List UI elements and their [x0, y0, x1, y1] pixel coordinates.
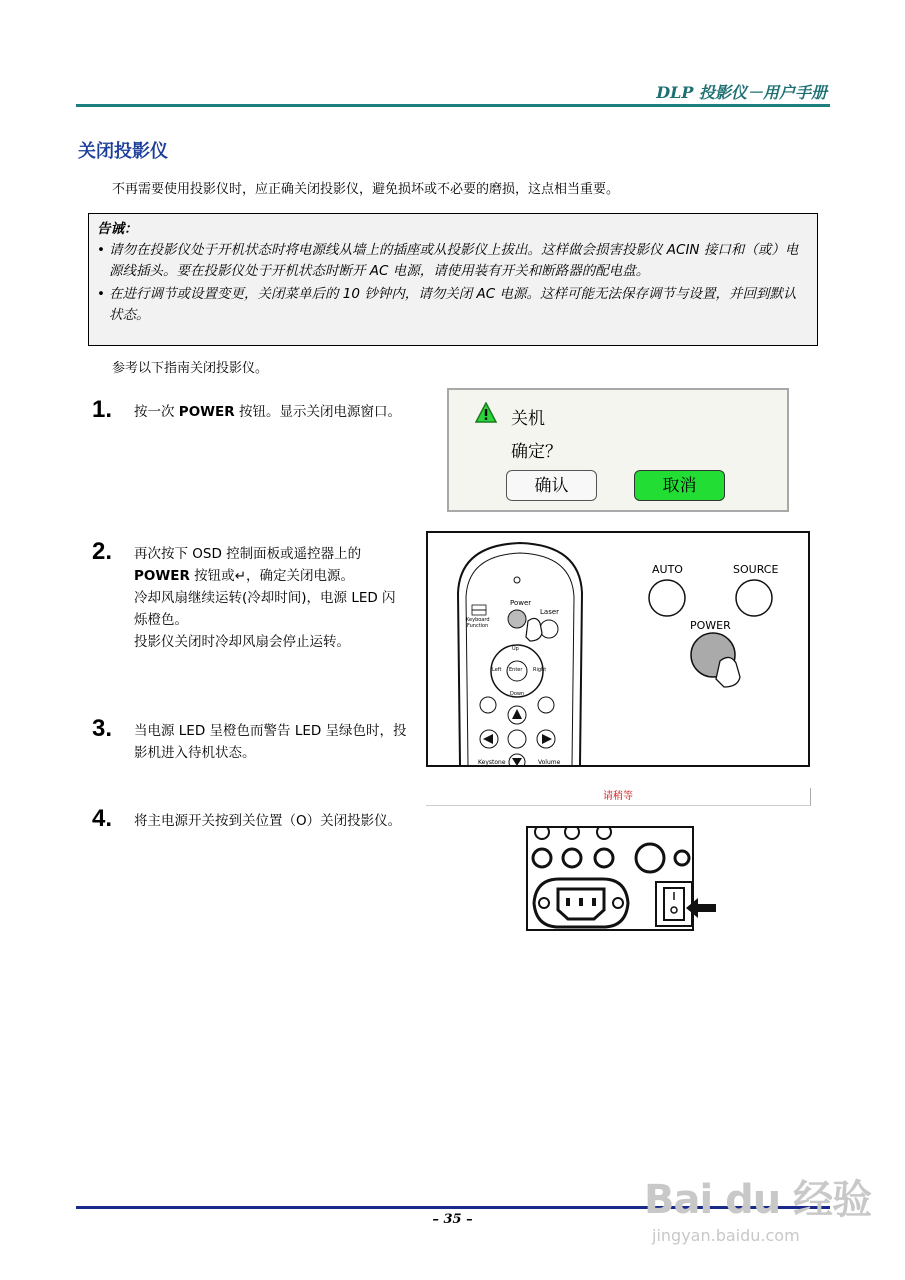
watermark-url: jingyan.baidu.com: [652, 1226, 800, 1245]
remote-keystone-label: Keystone: [478, 759, 506, 766]
warning-item: • 请勿在投影仪处于开机状态时将电源线从墙上的插座或从投影仪上拔出。这样做会损害投影仪 ACIN 接口和（或）电源线插头。要在投影仪处于开机状态时断开 AC 电源，请使用装有开关和断路器的配电盘。: [97, 240, 807, 282]
remote-left-label: Left: [492, 667, 502, 673]
remote-laser-label: Laser: [540, 608, 560, 616]
step-number: 3.: [92, 715, 113, 742]
remote-up-label: Up: [512, 646, 519, 652]
step-text: 按一次 POWER 按钮。显示关闭电源窗口。: [134, 404, 401, 420]
step-text: 将主电源开关按到关位置（O）关闭投影仪。: [134, 813, 402, 829]
warning-item: • 在进行调节或设置变更，关闭菜单后的 10 钞钟内，请勿关闭 AC 电源。这样可能无法保存调节与设置，并回到默认状态。: [97, 284, 807, 326]
remote-volume-label: Volume: [538, 759, 561, 766]
panel-source-label: SOURCE: [733, 563, 779, 576]
confirm-button[interactable]: 确认: [506, 470, 597, 501]
remote-right-label: Right: [533, 667, 547, 673]
step-text: 再次按下 OSD 控制面板或遥控器上的 POWER 按钮或↵，确定关闭电源。 冷却风扇继续运转(冷却时间)，电源 LED 闪烁橙色。 投影仪关闭时冷却风扇会停止运转。: [134, 546, 396, 650]
remote-and-panel-figure: [426, 531, 810, 767]
cancel-button[interactable]: 取消: [634, 470, 725, 501]
step-number: 1.: [92, 396, 113, 423]
loading-label: 请稍等: [426, 788, 811, 806]
warning-icon: [475, 402, 497, 424]
section-title: 关闭投影仪: [78, 141, 168, 162]
warning-title: 告诫：: [97, 221, 138, 237]
header-title: DLP 投影仪－用户手册: [656, 83, 827, 102]
refer-text: 参考以下指南关闭投影仪。: [112, 361, 269, 376]
power-off-dialog: [447, 388, 789, 512]
panel-power-label: POWER: [690, 619, 731, 632]
remote-down-label: Down: [510, 691, 525, 697]
power-switch-illustration: [526, 826, 716, 932]
warning-box: [88, 213, 818, 346]
header-rule: [76, 104, 830, 107]
step-number: 4.: [92, 805, 113, 832]
watermark-brand: Bai du 经验: [644, 1177, 872, 1223]
remote-function-label: Function: [467, 623, 489, 629]
step-number: 2.: [92, 538, 113, 565]
step-text: 当电源 LED 呈橙色而警告 LED 呈绿色时，投影机进入待机状态。: [134, 723, 407, 761]
intro-text: 不再需要使用投影仪时，应正确关闭投影仪，避免损坏或不必要的磨损，这点相当重要。: [112, 182, 620, 197]
remote-enter-label: Enter: [509, 667, 523, 673]
remote-keyboard-label: Keyboard: [466, 617, 490, 623]
remote-power-label: Power: [510, 599, 532, 607]
dialog-question: 确定？: [511, 442, 562, 462]
panel-auto-label: AUTO: [652, 563, 683, 576]
page-number: – 35 –: [432, 1212, 473, 1227]
dialog-title: 关机: [511, 409, 545, 429]
